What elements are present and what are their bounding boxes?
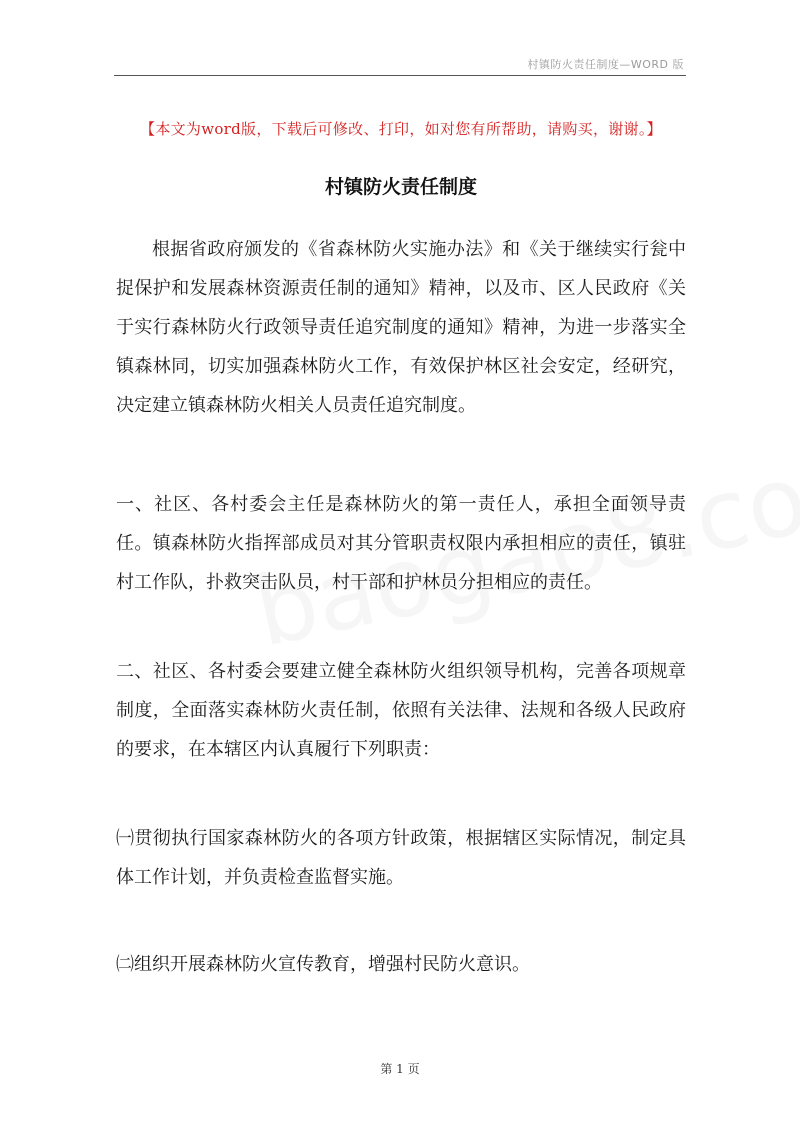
paragraph-subitem-1: ㈠贯彻执行国家森林防火的各项方针政策，根据辖区实际情况，制定具体工作计划，并负责检查监督实施。	[116, 828, 686, 888]
page-number: 第 1 页	[380, 1062, 420, 1076]
paragraph-intro: 根据省政府颁发的《省森林防火实施办法》和《关于继续实行瓮中捉保护和发展森林资源责任制的通知》精神，以及市、区人民政府《关于实行森林防火行政领导责任追究制度的通知》精神，为进一步落实全镇森林同，切实加强森林防火工作，有效保护林区社会安定，经研究，决定建立镇森林防火相关人员责任追究制度。	[116, 239, 686, 416]
paragraph-item-2: 二、社区、各村委会要建立健全森林防火组织领导机构，完善各项规章制度，全面落实森林防火责任制，依照有关法律、法规和各级人民政府的要求，在本辖区内认真履行下列职责：	[116, 661, 686, 760]
running-header: 村镇防火责任制度—WORD 版	[527, 58, 684, 71]
download-notice: 【本文为word版，下载后可修改、打印，如对您有所帮助，请购买，谢谢。】	[140, 120, 662, 138]
paragraph-item-1: 一、社区、各村委会主任是森林防火的第一责任人，承担全面领导责任。镇森林防火指挥部成员对其分管职责权限内承担相应的责任，镇驻村工作队，扑救突击队员，村干部和护林员分担相应的责任。	[116, 494, 686, 593]
document-title: 村镇防火责任制度	[324, 176, 477, 198]
header-divider	[114, 75, 686, 76]
paragraph-subitem-2: ㈡组织开展森林防火宣传教育，增强村民防火意识。	[116, 954, 530, 975]
